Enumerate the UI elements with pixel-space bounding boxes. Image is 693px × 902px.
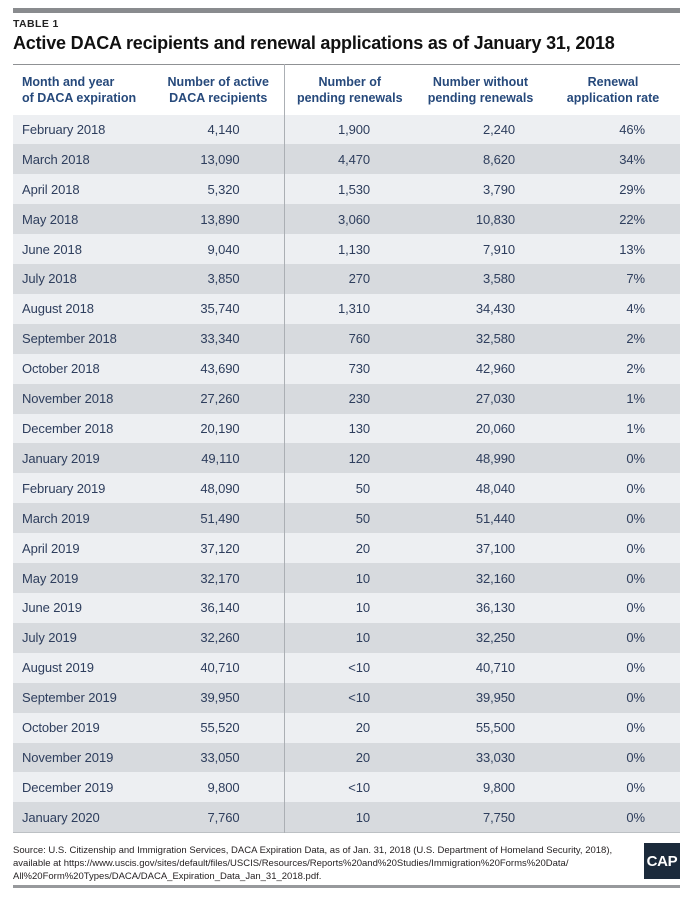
table-cell: 4,470 bbox=[284, 144, 415, 174]
table-row bbox=[13, 772, 680, 802]
table-row bbox=[13, 174, 680, 204]
table-cell: 34% bbox=[546, 144, 680, 174]
table-cell: 0% bbox=[546, 623, 680, 653]
column-header: Number without pending renewals bbox=[415, 65, 546, 115]
table-cell: 0% bbox=[546, 683, 680, 713]
table-cell: 1,130 bbox=[284, 234, 415, 264]
table-row bbox=[13, 713, 680, 743]
table-cell: 10 bbox=[284, 623, 415, 653]
table-cell: 0% bbox=[546, 533, 680, 563]
table-cell: 51,440 bbox=[415, 503, 546, 533]
table-cell: June 2019 bbox=[13, 593, 153, 623]
table-row bbox=[13, 473, 680, 503]
table-cell: 48,090 bbox=[153, 473, 284, 503]
table-cell: 0% bbox=[546, 593, 680, 623]
table-cell: 1,530 bbox=[284, 174, 415, 204]
table-cell: 55,500 bbox=[415, 713, 546, 743]
table-cell: 27,260 bbox=[153, 384, 284, 414]
table-header-row bbox=[13, 65, 680, 115]
table-cell: January 2019 bbox=[13, 443, 153, 473]
table-cell: <10 bbox=[284, 683, 415, 713]
table-row bbox=[13, 563, 680, 593]
table-cell: 37,100 bbox=[415, 533, 546, 563]
table-cell: 120 bbox=[284, 443, 415, 473]
table-row bbox=[13, 683, 680, 713]
daca-expiration-table bbox=[13, 64, 680, 833]
table-row bbox=[13, 443, 680, 473]
table-row bbox=[13, 593, 680, 623]
table-cell: October 2018 bbox=[13, 354, 153, 384]
top-rule bbox=[13, 8, 680, 13]
table-row bbox=[13, 623, 680, 653]
table-row bbox=[13, 533, 680, 563]
table-cell: 270 bbox=[284, 264, 415, 294]
table-row bbox=[13, 144, 680, 174]
table-cell: 8,620 bbox=[415, 144, 546, 174]
table-cell: 1% bbox=[546, 384, 680, 414]
table-cell: 40,710 bbox=[153, 653, 284, 683]
table-cell: 13% bbox=[546, 234, 680, 264]
table-cell: 130 bbox=[284, 414, 415, 444]
table-cell: 34,430 bbox=[415, 294, 546, 324]
table-cell: 3,790 bbox=[415, 174, 546, 204]
table-cell: 2% bbox=[546, 324, 680, 354]
table-cell: 0% bbox=[546, 772, 680, 802]
source-line: All%20Form%20Types/DACA/DACA_Expiration_Data_Jan_31_2018.pdf. bbox=[13, 871, 322, 882]
column-header: Number of active DACA recipients bbox=[153, 65, 284, 115]
table-cell: 4% bbox=[546, 294, 680, 324]
table-cell: September 2018 bbox=[13, 324, 153, 354]
table-cell: 20 bbox=[284, 743, 415, 773]
table-cell: June 2018 bbox=[13, 234, 153, 264]
table-row bbox=[13, 354, 680, 384]
table-cell: March 2018 bbox=[13, 144, 153, 174]
table-row bbox=[13, 115, 680, 145]
table-cell: 3,580 bbox=[415, 264, 546, 294]
table-cell: 35,740 bbox=[153, 294, 284, 324]
table-row bbox=[13, 743, 680, 773]
table-row bbox=[13, 234, 680, 264]
table-cell: 36,130 bbox=[415, 593, 546, 623]
table-cell: 42,960 bbox=[415, 354, 546, 384]
table-row bbox=[13, 414, 680, 444]
table-cell: 4,140 bbox=[153, 115, 284, 145]
column-header: Renewal application rate bbox=[546, 65, 680, 115]
table-cell: December 2019 bbox=[13, 772, 153, 802]
column-header: Month and year of DACA expiration bbox=[13, 65, 153, 115]
table-cell: 1,310 bbox=[284, 294, 415, 324]
table-cell: July 2019 bbox=[13, 623, 153, 653]
table-cell: 0% bbox=[546, 443, 680, 473]
source-line: available at https://www.uscis.gov/sites/default/files/USCIS/Resources/Reports%20and%20Studies/Immigration%20Forms%20Data/ bbox=[13, 858, 569, 869]
table-cell: 3,850 bbox=[153, 264, 284, 294]
table-cell: 46% bbox=[546, 115, 680, 145]
table-cell: 7% bbox=[546, 264, 680, 294]
table-cell: 55,520 bbox=[153, 713, 284, 743]
table-cell: April 2019 bbox=[13, 533, 153, 563]
table-cell: March 2019 bbox=[13, 503, 153, 533]
table-cell: October 2019 bbox=[13, 713, 153, 743]
table-cell: February 2019 bbox=[13, 473, 153, 503]
table-cell: 0% bbox=[546, 653, 680, 683]
table-cell: May 2019 bbox=[13, 563, 153, 593]
table-cell: 48,040 bbox=[415, 473, 546, 503]
table-cell: 0% bbox=[546, 743, 680, 773]
table-cell: August 2018 bbox=[13, 294, 153, 324]
table-cell: January 2020 bbox=[13, 802, 153, 832]
table-cell: 48,990 bbox=[415, 443, 546, 473]
table-cell: April 2018 bbox=[13, 174, 153, 204]
table-cell: 7,910 bbox=[415, 234, 546, 264]
table-cell: 9,040 bbox=[153, 234, 284, 264]
table-cell: 33,340 bbox=[153, 324, 284, 354]
table-cell: 32,170 bbox=[153, 563, 284, 593]
table-row bbox=[13, 503, 680, 533]
cap-logo: CAP bbox=[644, 843, 680, 879]
table-cell: 7,760 bbox=[153, 802, 284, 832]
table-cell: 10 bbox=[284, 593, 415, 623]
table-cell: 760 bbox=[284, 324, 415, 354]
table-cell: 3,060 bbox=[284, 204, 415, 234]
table-cell: 1% bbox=[546, 414, 680, 444]
table-cell: 51,490 bbox=[153, 503, 284, 533]
table-cell: 33,050 bbox=[153, 743, 284, 773]
table-cell: 32,160 bbox=[415, 563, 546, 593]
table-cell: 40,710 bbox=[415, 653, 546, 683]
table-cell: 20 bbox=[284, 713, 415, 743]
table-cell: 27,030 bbox=[415, 384, 546, 414]
table-cell: 0% bbox=[546, 713, 680, 743]
table-cell: 1,900 bbox=[284, 115, 415, 145]
table-cell: 20,060 bbox=[415, 414, 546, 444]
table-cell: 32,260 bbox=[153, 623, 284, 653]
table-cell: 29% bbox=[546, 174, 680, 204]
table-label: TABLE 1 bbox=[13, 18, 59, 30]
table-cell: 0% bbox=[546, 503, 680, 533]
table-row bbox=[13, 802, 680, 832]
table-cell: 49,110 bbox=[153, 443, 284, 473]
table-cell: 230 bbox=[284, 384, 415, 414]
table-cell: <10 bbox=[284, 772, 415, 802]
table-cell: 50 bbox=[284, 473, 415, 503]
table-cell: <10 bbox=[284, 653, 415, 683]
table-cell: 0% bbox=[546, 563, 680, 593]
table-cell: August 2019 bbox=[13, 653, 153, 683]
table-cell: 32,580 bbox=[415, 324, 546, 354]
table-row bbox=[13, 324, 680, 354]
table-row bbox=[13, 264, 680, 294]
table-cell: 730 bbox=[284, 354, 415, 384]
table-cell: September 2019 bbox=[13, 683, 153, 713]
table-cell: 43,690 bbox=[153, 354, 284, 384]
bottom-rule bbox=[13, 885, 680, 888]
table-row bbox=[13, 653, 680, 683]
table-row bbox=[13, 204, 680, 234]
table-cell: 20 bbox=[284, 533, 415, 563]
table-cell: 20,190 bbox=[153, 414, 284, 444]
table-cell: 7,750 bbox=[415, 802, 546, 832]
table-cell: November 2019 bbox=[13, 743, 153, 773]
table-cell: 39,950 bbox=[153, 683, 284, 713]
source-note bbox=[13, 844, 623, 883]
table-cell: 9,800 bbox=[153, 772, 284, 802]
table-cell: 32,250 bbox=[415, 623, 546, 653]
table-cell: 10 bbox=[284, 563, 415, 593]
table-cell: 13,090 bbox=[153, 144, 284, 174]
source-line: Source: U.S. Citizenship and Immigration Services, DACA Expiration Data, as of Jan. 31, 2018 (U.S. Department of Homeland Security, 2018), bbox=[13, 845, 613, 856]
table-cell: 2,240 bbox=[415, 115, 546, 145]
table-cell: July 2018 bbox=[13, 264, 153, 294]
table-cell: 0% bbox=[546, 473, 680, 503]
table-cell: 10,830 bbox=[415, 204, 546, 234]
table-cell: November 2018 bbox=[13, 384, 153, 414]
table-row bbox=[13, 384, 680, 414]
table-cell: 10 bbox=[284, 802, 415, 832]
table-cell: 5,320 bbox=[153, 174, 284, 204]
table-cell: 33,030 bbox=[415, 743, 546, 773]
table-cell: 50 bbox=[284, 503, 415, 533]
table-cell: 9,800 bbox=[415, 772, 546, 802]
table-cell: 13,890 bbox=[153, 204, 284, 234]
table-cell: 39,950 bbox=[415, 683, 546, 713]
page-title: Active DACA recipients and renewal applications as of January 31, 2018 bbox=[13, 33, 615, 53]
table-cell: 37,120 bbox=[153, 533, 284, 563]
table-cell: February 2018 bbox=[13, 115, 153, 145]
table-cell: 22% bbox=[546, 204, 680, 234]
table-row bbox=[13, 294, 680, 324]
table-cell: December 2018 bbox=[13, 414, 153, 444]
table-cell: 2% bbox=[546, 354, 680, 384]
table-cell: May 2018 bbox=[13, 204, 153, 234]
column-header: Number of pending renewals bbox=[284, 65, 415, 115]
table-cell: 36,140 bbox=[153, 593, 284, 623]
table-cell: 0% bbox=[546, 802, 680, 832]
